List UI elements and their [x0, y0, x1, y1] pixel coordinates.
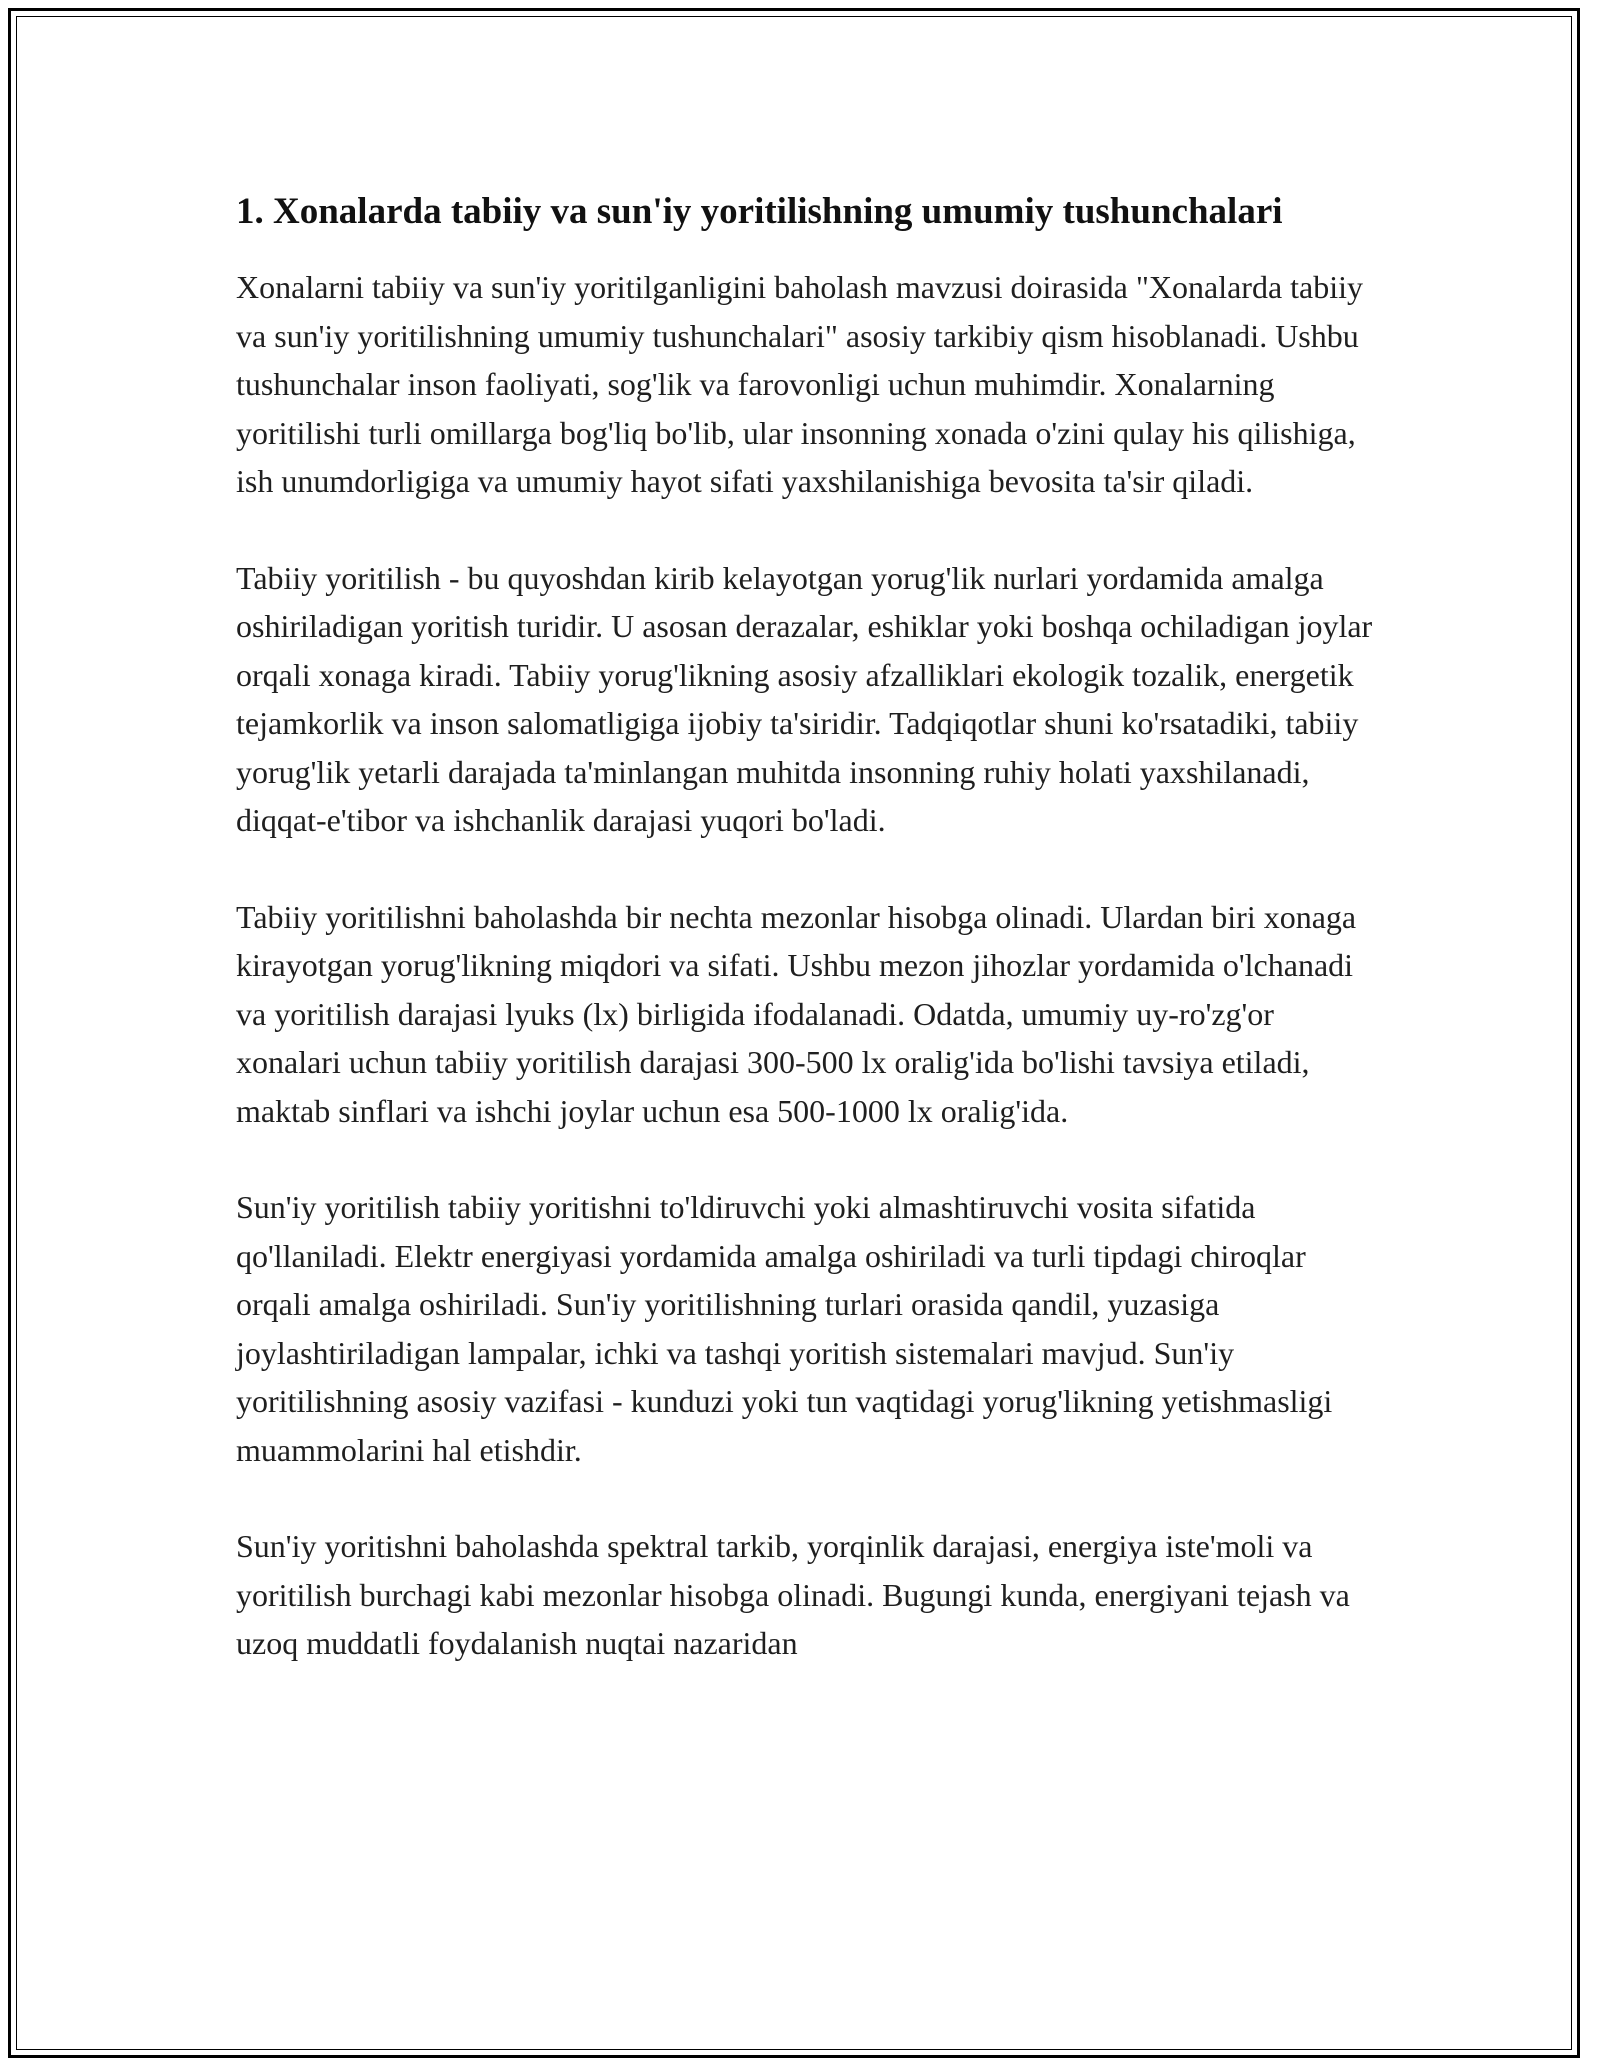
paragraph-natural-lighting: Tabiiy yoritilish - bu quyoshdan kirib kelayotgan yorug'lik nurlari yordamida amalga oshiriladigan yoritish turidir. U asosan derazalar, eshiklar yoki boshqa ochiladigan joylar orqali xonaga kiradi. Tabiiy yorug'likning asosiy afzalliklari ekologik tozalik, energetik tejamkorlik va inson salomatligiga ijobiy ta'siridir. Tadqiqotlar shuni ko'rsatadiki, tabiiy yorug'lik yetarli darajada ta'minlangan muhitda insonning ruhiy holati yaxshilanadi, diqqat-e'tibor va ishchanlik darajasi yuqori bo'ladi. [236, 559, 1373, 838]
paragraph-artificial-lighting-criteria: Sun'iy yoritishni baholashda spektral tarkib, yorqinlik darajasi, energiya iste'moli va yoritilish burchagi kabi mezonlar hisobga olinadi. Bugungi kunda, energiyani tejash va uzoq muddatli foydalanish nuqtai nazaridan [236, 1528, 1350, 1661]
paragraph-intro: Xonalarni tabiiy va sun'iy yoritilganligini baholash mavzusi doirasida "Xonalarda tabiiy va sun'iy yoritilishning umumiy tushunchalari" asosiy tarkibiy qism hisoblanadi. Ushbu tushunchalar inson faoliyati, sog'lik va farovonligi uchun muhimdir. Xonalarning yoritilishi turli omillarga bog'liq bo'lib, ular insonning xonada o'zini qulay his qilishiga, ish unumdorligiga va umumiy hayot sifati yaxshilanishiga bevosita ta'sir qiladi. [236, 269, 1364, 499]
paragraph-natural-lighting-criteria: Tabiiy yoritilishni baholashda bir nechta mezonlar hisobga olinadi. Ulardan biri xonaga kirayotgan yorug'likning miqdori va sifati. Ushbu mezon jihozlar yordamida o'lchanadi va yoritilish darajasi lyuks (lx) birligida ifodalanadi. Odatda, umumiy uy-ro'zg'or xonalari uchun tabiiy yoritilish darajasi 300-500 lx oralig'ida bo'lishi tavsiya etiladi, maktab sinflari va ishchi joylar uchun esa 500-1000 lx oralig'ida. [236, 898, 1357, 1129]
paragraph-artificial-lighting: Sun'iy yoritilish tabiiy yoritishni to'ldiruvchi yoki almashtiruvchi vosita sifatida qo'llaniladi. Elektr energiyasi yordamida amalga oshiriladi va turli tipdagi chiroqlar orqali amalga oshiriladi. Sun'iy yoritilishning turlari orasida qandil, yuzasiga joylashtiriladigan lampalar, ichki va tashqi yoritish sistemalari mavjud. Sun'iy yoritilishning asosiy vazifasi - kunduzi yoki tun vaqtidagi yorug'likning yetishmasligi muammolarini hal etishdir. [236, 1189, 1333, 1468]
document-body [236, 185, 1376, 1716]
section-heading: 1. Xonalarda tabiiy va sun'iy yoritilishning umumiy tushunchalari [236, 191, 1283, 232]
